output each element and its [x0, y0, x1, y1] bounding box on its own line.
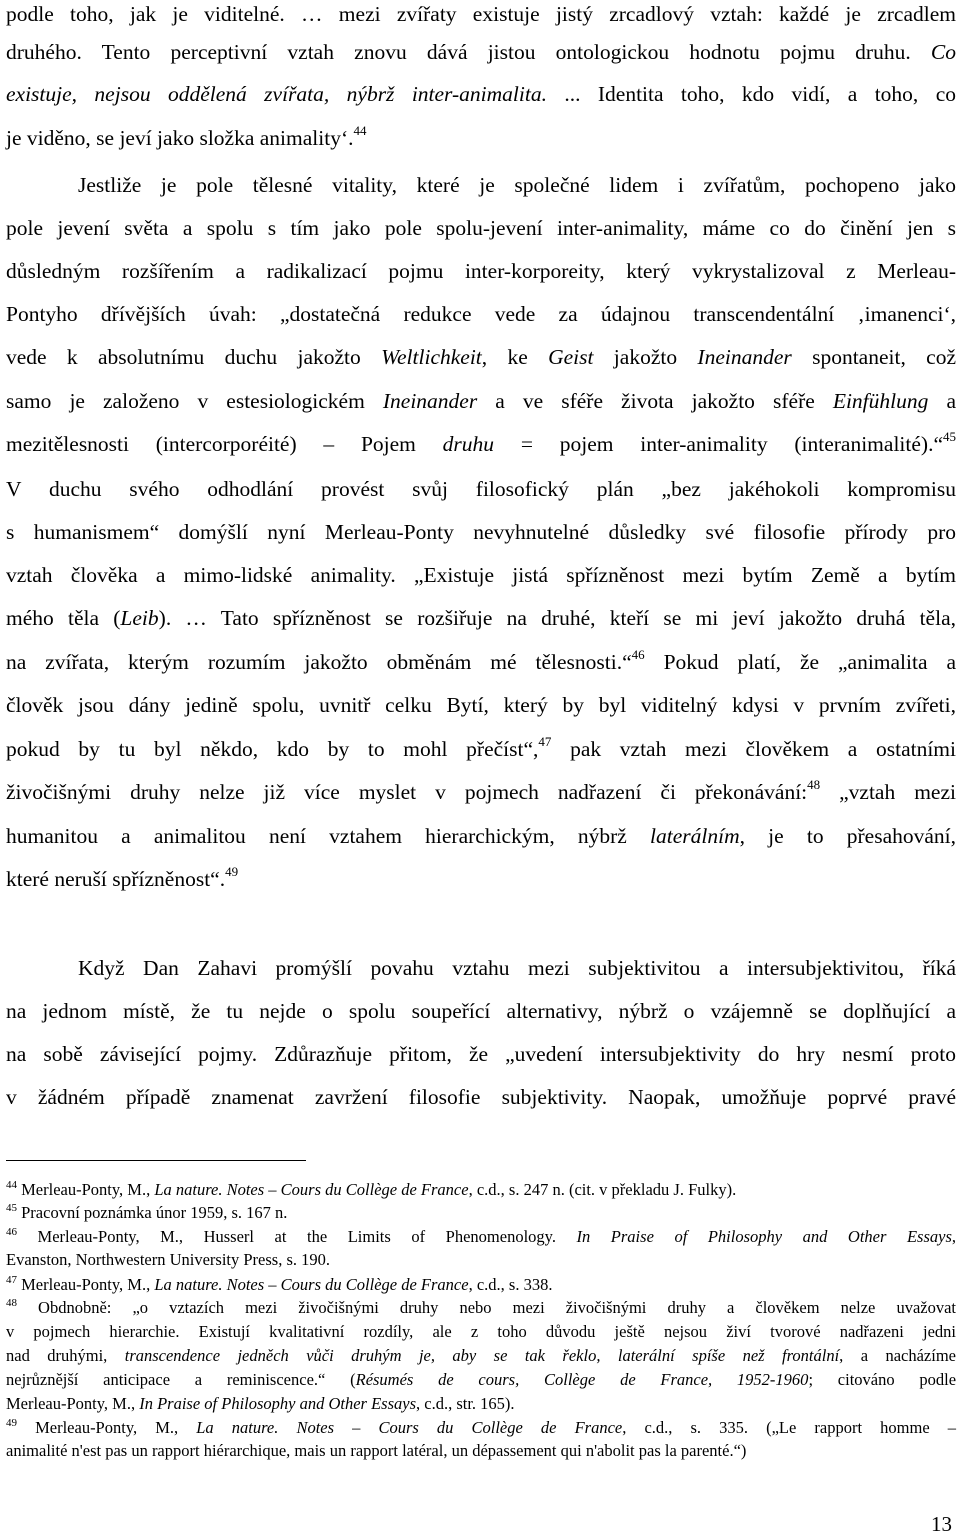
text-span: Jestliže je pole tělesné vitality, které je společné lidem i zvířatům, pochopeno jako: [78, 173, 956, 197]
text-span: , ke: [481, 345, 549, 369]
footnote-ref: 48: [807, 777, 821, 792]
text-line: [6, 0, 956, 29]
footnote-line: [6, 1249, 956, 1271]
italic-text: Ineinander: [697, 345, 792, 369]
footnote-line: [6, 1417, 956, 1439]
footnote-ref: 45: [6, 1202, 17, 1214]
text-span: druhého. Tento perceptivní vztah znovu dává jistou ontologickou hodnotu pojmu druhu.: [6, 40, 931, 64]
footnote-line: [6, 1274, 956, 1296]
text-span: mého těla (: [6, 606, 121, 630]
text-span: , a nacházíme: [839, 1346, 957, 1365]
italic-text: Geist: [548, 345, 594, 369]
text-span: = pojem inter-animality (interanimalité).“: [494, 432, 943, 456]
italic-text: In Praise of Philosophy and Other Essays: [139, 1394, 417, 1413]
italic-text: La nature. Notes – Cours du Collège de France: [154, 1180, 469, 1199]
text-span: pak vztah mezi člověkem a ostatními: [551, 737, 956, 761]
text-line: [6, 517, 956, 547]
italic-text: druhu: [442, 432, 495, 456]
text-span: s humanismem“ domýšlí nyní Merleau-Ponty nevyhnutelné důsledky své filosofie přírody pro: [6, 520, 956, 544]
text-span: v žádném případě znamenat zavržení filosofie subjektivity. Naopak, umožňuje poprvé pravé: [6, 1085, 956, 1109]
text-line: [6, 777, 956, 807]
text-span: pole jevení světa a spolu s tím jako pole spolu-jevení inter-animality, máme co do činění jen s: [6, 216, 956, 240]
footnote-line: [6, 1393, 956, 1415]
italic-text: Leib: [120, 606, 159, 630]
footnote-line: [6, 1179, 956, 1201]
text-line: [6, 386, 956, 416]
footnote-ref: 49: [6, 1417, 17, 1429]
footnote-ref: 46: [6, 1226, 17, 1238]
text-span: , c.d., str. 165).: [416, 1394, 515, 1413]
text-line: [6, 821, 956, 851]
text-line: [78, 170, 956, 200]
footnote-ref: 47: [538, 734, 552, 749]
text-line: [6, 299, 956, 329]
text-span: samo je založeno v estesiologickém: [6, 389, 383, 413]
italic-text: laterálním: [650, 824, 740, 848]
text-span: jakožto: [593, 345, 698, 369]
italic-text: In Praise of Philosophy and Other Essays: [576, 1227, 952, 1246]
footnote-separator: [6, 1160, 306, 1161]
text-span: pokud by tu byl někdo, kdo by to mohl přečíst“,: [6, 737, 539, 761]
text-line: [6, 996, 956, 1026]
text-span: Když Dan Zahavi promýšlí povahu vztahu mezi subjektivitou a intersubjektivitou, říká: [78, 956, 956, 980]
text-span: Merleau-Ponty, M.,: [17, 1180, 155, 1199]
text-span: ). … Tato spřízněnost se rozšiřuje na druhé, kteří se mi jeví jakožto druhá těla,: [158, 606, 956, 630]
text-span: Evanston, Northwestern University Press, s. 190.: [6, 1250, 331, 1269]
text-span: Pokud platí, že „animalita a: [644, 650, 956, 674]
footnote-line: [6, 1297, 956, 1319]
text-line: [6, 690, 956, 720]
footnote-line: [6, 1226, 956, 1248]
footnote-line: [6, 1345, 956, 1367]
text-line: [6, 1039, 956, 1069]
text-line: [6, 474, 956, 504]
footnote-ref: 45: [943, 429, 956, 444]
italic-text: transcendence jedněch vůči druhým je, aby se tak řeklo, laterální spíše než frontální: [124, 1346, 840, 1365]
text-span: na jednom místě, že tu nejde o spolu soupeřící alternativy, nýbrž o vzájemně se doplňující a: [6, 999, 956, 1023]
text-span: podle toho, jak je viditelné. … mezi zvířaty existuje jistý zrcadlový vztah: každé je zrcadlem: [6, 2, 956, 26]
italic-text: Résumés de cours, Collège de France, 1952-1960: [355, 1370, 809, 1389]
text-line: [6, 123, 956, 153]
italic-text: La nature. Notes – Cours du Collège de France: [196, 1418, 623, 1437]
text-span: člověk jsou dány jedině spolu, uvnitř celku Bytí, který by byl viditelný kdysi v prvním zvířeti,: [6, 693, 956, 717]
footnote-line: [6, 1440, 956, 1462]
text-span: důsledným rozšířením a radikalizací pojmu inter-korporeity, který vykrystalizoval z Merleau-: [6, 259, 956, 283]
text-line: [6, 1082, 956, 1112]
text-span: Pracovní poznámka únor 1959, s. 167 n.: [17, 1203, 288, 1222]
text-span: a ve sféře života jakožto sféře: [477, 389, 833, 413]
text-span: Obdnobně: „o vztazích mezi živočišnými druhy nebo mezi živočišnými druhy a člověkem nelze uvažovat: [17, 1298, 956, 1317]
text-line: [6, 864, 956, 894]
text-span: , c.d., s. 338.: [468, 1275, 553, 1294]
text-line: [6, 560, 956, 590]
text-line: [6, 79, 956, 109]
text-span: ... Identita toho, kdo vidí, a toho, co: [546, 82, 956, 106]
text-span: na sobě závisející pojmy. Zdůrazňuje přitom, že „uvedení intersubjektivity do hry nesmí proto: [6, 1042, 956, 1066]
footnote-ref: 48: [6, 1297, 17, 1309]
text-line: [6, 256, 956, 286]
text-span: Merleau-Ponty, M.,: [6, 1394, 140, 1413]
text-span: mezitělesnosti (intercorporéité) ‒ Pojem: [6, 432, 443, 456]
text-line: [6, 342, 956, 372]
text-span: na zvířata, kterým rozumím jakožto obměnám mé tělesnosti.“: [6, 650, 632, 674]
text-span: živočišnými druhy nelze již více myslet v pojmech nadřazení či překonávání:: [6, 780, 808, 804]
text-line: [6, 213, 956, 243]
footnote-ref: 46: [631, 647, 645, 662]
footnote-ref: 44: [6, 1179, 17, 1191]
text-span: V duchu svého odhodlání provést svůj filosofický plán „bez jakéhokoli kompromisu: [6, 477, 956, 501]
text-span: Merleau-Ponty, M.,: [17, 1418, 197, 1437]
text-span: „vztah mezi: [820, 780, 956, 804]
text-span: ; citováno podle: [808, 1370, 957, 1389]
italic-text: Einfühlung: [832, 389, 929, 413]
text-span: spontaneit, což: [791, 345, 956, 369]
footnote-line: [6, 1202, 956, 1224]
text-span: vztah člověka a mimo-lidské animality. „Existuje jistá spřízněnost mezi bytím Země a bytím: [6, 563, 956, 587]
footnote-ref: 49: [225, 864, 239, 879]
text-span: , je to přesahování,: [739, 824, 956, 848]
text-span: Merleau-Ponty, M., Husserl at the Limits of Phenomenology.: [17, 1227, 577, 1246]
text-span: v pojmech hierarchie. Existují kvalitativní rozdíly, ale z toho důvodu ještě nejsou živí tvorové nadřazeni jedni: [6, 1322, 956, 1341]
text-line: [6, 37, 956, 67]
footnote-ref: 44: [353, 123, 367, 138]
text-span: nad druhými,: [6, 1346, 125, 1365]
italic-text: Weltlichkeit: [381, 345, 482, 369]
italic-text: La nature. Notes – Cours du Collège de France: [154, 1275, 469, 1294]
italic-text: existuje, nejsou oddělená zvířata, nýbrž inter-animalita.: [6, 82, 547, 106]
italic-text: Ineinander: [382, 389, 478, 413]
text-span: Pontyho dřívějších úvah: „dostatečná redukce vede za údajnou transcendentální ‚imanenci‘,: [6, 302, 956, 326]
text-span: vede k absolutnímu duchu jakožto: [6, 345, 382, 369]
text-line: [6, 647, 956, 677]
text-line: [6, 429, 956, 459]
text-span: Merleau-Ponty, M.,: [17, 1275, 155, 1294]
footnote-ref: 47: [6, 1274, 17, 1286]
italic-text: Co: [930, 40, 956, 64]
text-line: [78, 953, 956, 983]
text-span: , c.d., s. 335. („Le rapport homme –: [622, 1418, 956, 1437]
text-span: , c.d., s. 247 n. (cit. v překladu J. Fulky).: [468, 1180, 737, 1199]
footnote-line: [6, 1369, 956, 1391]
text-span: které neruší spřízněnost“.: [6, 867, 226, 891]
text-line: [6, 734, 956, 764]
text-line: [6, 603, 956, 633]
footnote-line: [6, 1321, 956, 1343]
text-span: je viděno, se jeví jako složka animality‘.: [6, 126, 354, 150]
text-span: ,: [951, 1227, 957, 1246]
text-span: a: [928, 389, 956, 413]
text-span: humanitou a animalitou není vztahem hierarchickým, nýbrž: [6, 824, 651, 848]
page-number: 13: [931, 1512, 952, 1536]
text-span: nejrůznější anticipace a reminiscence.“ (: [6, 1370, 356, 1389]
text-span: animalité n'est pas un rapport hiérarchique, mais un rapport latéral, un dépassement qui n'abolit pas la parenté.“): [6, 1441, 747, 1460]
